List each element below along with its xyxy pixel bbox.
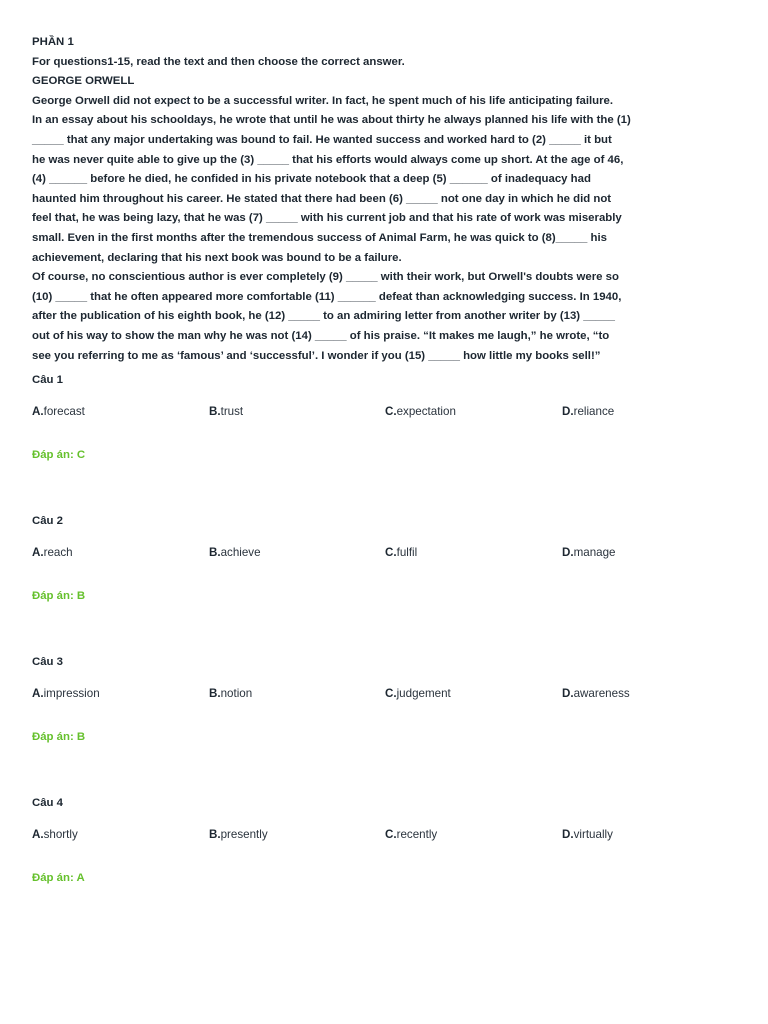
- passage-line: out of his way to show the man why he was not (14) _____ of his praise. “It makes me laugh,” he wrote, “to: [32, 329, 610, 342]
- reading-passage: [32, 33, 736, 366]
- option-letter: B.: [209, 405, 221, 418]
- option-text: notion: [220, 687, 253, 700]
- option-b[interactable]: [209, 404, 243, 420]
- option-d[interactable]: [562, 686, 630, 702]
- passage-line: (4) ______ before he died, he confided in his private notebook that a deep (5) ______ of inadequacy had: [32, 173, 591, 186]
- answer-options: [32, 404, 736, 420]
- question-title: Câu 3: [32, 656, 64, 668]
- option-letter: D.: [562, 828, 574, 841]
- option-text: recently: [396, 828, 438, 841]
- passage-title: GEORGE ORWELL: [32, 75, 135, 88]
- passage-line: George Orwell did not expect to be a successful writer. In fact, he spent much of his life anticipating failure.: [32, 94, 614, 107]
- answer-key: Đáp án: A: [32, 872, 85, 884]
- passage-line: achievement, declaring that his next book was bound to be a failure.: [32, 251, 402, 264]
- option-letter: A.: [32, 687, 44, 700]
- option-text: achieve: [220, 546, 261, 559]
- option-b[interactable]: [209, 545, 261, 561]
- question-2: [32, 513, 736, 604]
- option-text: manage: [573, 546, 616, 559]
- option-text: virtually: [573, 828, 613, 841]
- option-c[interactable]: [385, 827, 437, 843]
- option-text: impression: [43, 687, 100, 700]
- option-a[interactable]: [32, 404, 85, 420]
- answer-options: [32, 545, 736, 561]
- section-title: PHẦN 1: [32, 36, 74, 48]
- answer-key: Đáp án: C: [32, 449, 86, 461]
- option-letter: B.: [209, 546, 221, 559]
- option-text: awareness: [573, 687, 630, 700]
- passage-line: feel that, he was being lazy, that he was (7) _____ with his current job and that his rate of work was miserably: [32, 212, 622, 225]
- option-letter: D.: [562, 687, 574, 700]
- option-text: presently: [220, 828, 268, 841]
- option-c[interactable]: [385, 686, 451, 702]
- passage-line: _____ that any major undertaking was bound to fail. He wanted success and worked hard to (2) _____ it but: [32, 133, 612, 146]
- option-text: forecast: [43, 405, 85, 418]
- option-letter: B.: [209, 687, 221, 700]
- option-b[interactable]: [209, 827, 268, 843]
- passage-line: after the publication of his eighth book, he (12) _____ to an admiring letter from another writer by (13) _____: [32, 310, 615, 323]
- option-letter: D.: [562, 546, 574, 559]
- option-letter: C.: [385, 828, 397, 841]
- option-letter: A.: [32, 405, 44, 418]
- option-letter: D.: [562, 405, 574, 418]
- answer-key: Đáp án: B: [32, 731, 86, 743]
- option-a[interactable]: [32, 686, 100, 702]
- question-4: [32, 795, 736, 886]
- option-letter: B.: [209, 828, 221, 841]
- option-d[interactable]: [562, 827, 613, 843]
- option-a[interactable]: [32, 545, 73, 561]
- option-text: shortly: [43, 828, 78, 841]
- option-text: fulfil: [396, 546, 418, 559]
- passage-line: see you referring to me as ‘famous’ and ‘successful’. I wonder if you (15) _____ how little my books sell!”: [32, 349, 601, 362]
- answer-key: Đáp án: B: [32, 590, 86, 602]
- option-a[interactable]: [32, 827, 78, 843]
- option-b[interactable]: [209, 686, 252, 702]
- question-title: Câu 1: [32, 374, 64, 386]
- option-letter: C.: [385, 405, 397, 418]
- question-1: [32, 372, 736, 463]
- instruction-text: For questions1-15, read the text and then choose the correct answer.: [32, 55, 405, 68]
- passage-line: (10) _____ that he often appeared more comfortable (11) ______ defeat than acknowledging success. In 1940,: [32, 290, 622, 303]
- option-c[interactable]: [385, 404, 456, 420]
- option-text: reliance: [573, 405, 615, 418]
- question-title: Câu 2: [32, 515, 64, 527]
- question-3: [32, 654, 736, 745]
- option-text: expectation: [396, 405, 456, 418]
- passage-line: Of course, no conscientious author is ever completely (9) _____ with their work, but Orwell's doubts were so: [32, 271, 619, 284]
- option-letter: A.: [32, 546, 44, 559]
- option-letter: C.: [385, 546, 397, 559]
- option-d[interactable]: [562, 404, 614, 420]
- option-c[interactable]: [385, 545, 417, 561]
- answer-options: [32, 686, 736, 702]
- passage-line: he was never quite able to give up the (3) _____ that his efforts would always come up short. At the age of 46,: [32, 153, 624, 166]
- question-title: Câu 4: [32, 797, 64, 809]
- option-text: reach: [43, 546, 73, 559]
- option-letter: A.: [32, 828, 44, 841]
- option-d[interactable]: [562, 545, 616, 561]
- passage-line: small. Even in the first months after the tremendous success of Animal Farm, he was quick to (8)_____ his: [32, 231, 607, 244]
- option-text: trust: [220, 405, 244, 418]
- option-text: judgement: [396, 687, 451, 700]
- passage-line: haunted him throughout his career. He stated that there had been (6) _____ not one day in which he did not: [32, 192, 612, 205]
- option-letter: C.: [385, 687, 397, 700]
- answer-options: [32, 827, 736, 843]
- passage-line: In an essay about his schooldays, he wrote that until he was about thirty he always planned his life with the (1): [32, 114, 631, 127]
